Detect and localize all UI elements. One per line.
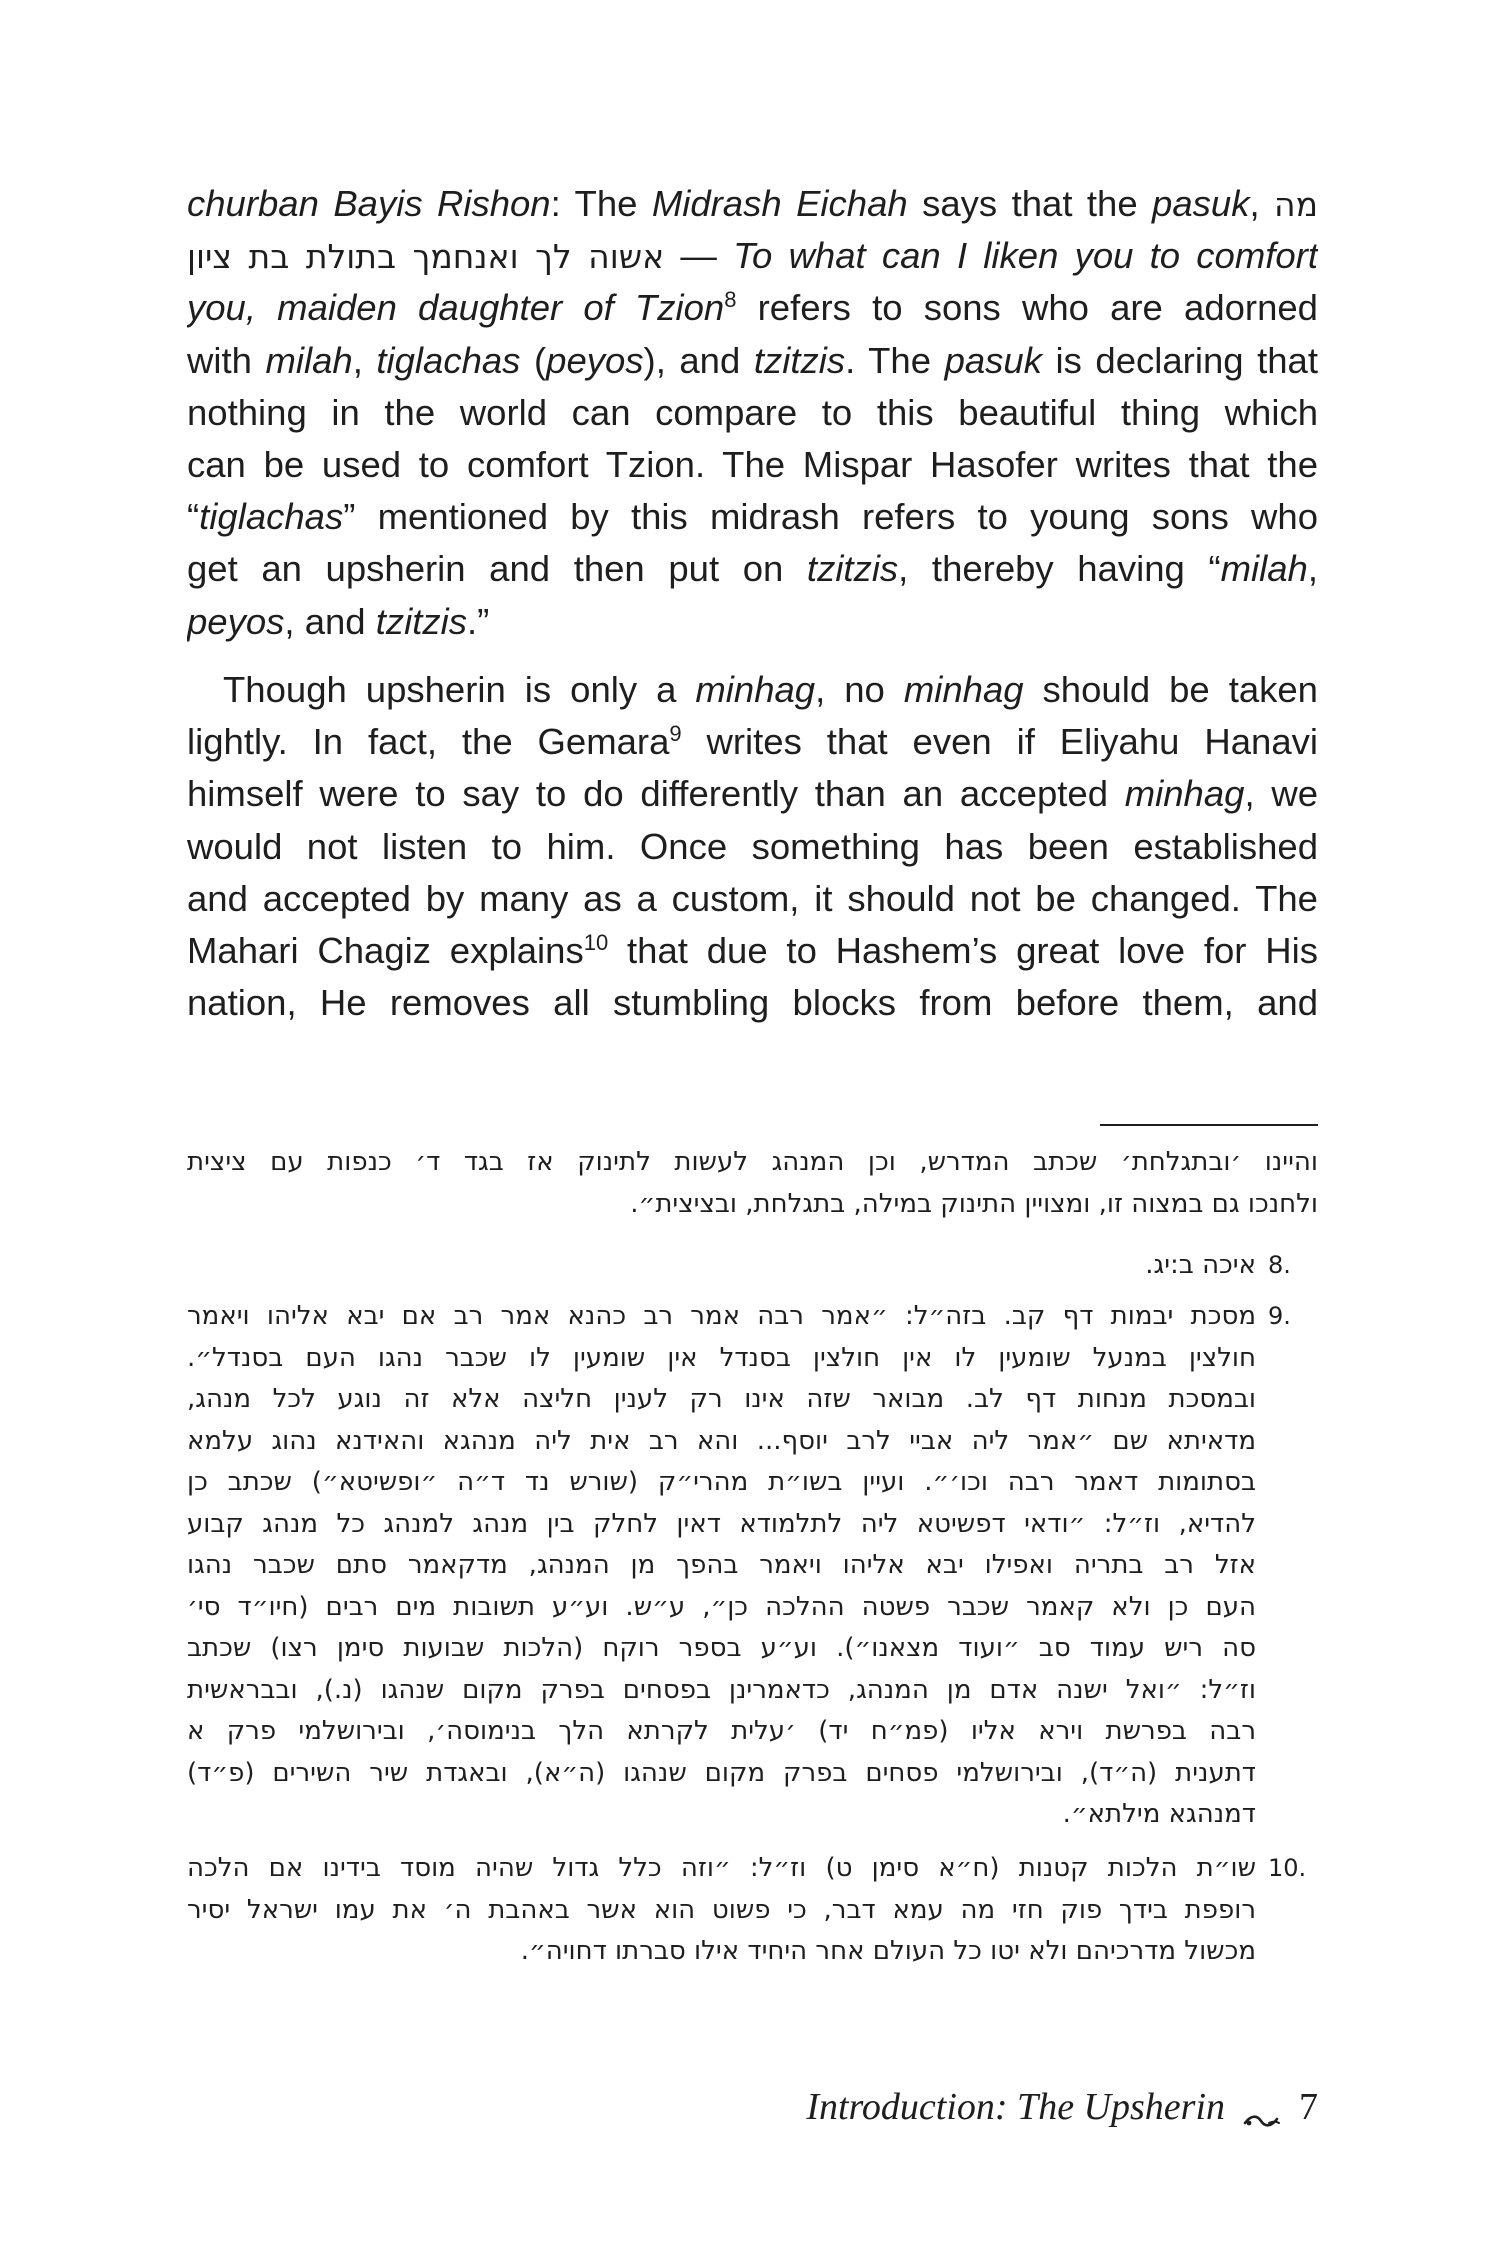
text-run: .” — [466, 600, 490, 642]
footnote-line: דמנהגא מילתא״. — [1062, 1799, 1256, 1829]
text-run: is declaring that — [1041, 339, 1318, 381]
text-run: , no — [815, 669, 904, 710]
text-run: get an upsherin and then put on — [187, 548, 807, 590]
running-title: Introduction: The Upsherin — [806, 2086, 1225, 2128]
text-line — [187, 543, 1318, 595]
italic-term: tzitzis — [375, 600, 467, 642]
text-run: Mahari Chagiz explains — [187, 929, 584, 971]
text-run: writes that even if Eliyahu Hanavi — [681, 721, 1318, 763]
hebrew-quote: מה — [1274, 185, 1318, 224]
footnote-number: 9. — [1268, 1302, 1291, 1330]
footnote-line: והיינו ׳ובתגלחת׳ שכתב המדרש, וכן המנהג לעשות לתינוק אז בגד ד׳ כנפות עם ציצית — [187, 1147, 1318, 1177]
page-footer — [806, 2082, 1318, 2132]
italic-term: peyos — [546, 339, 644, 381]
footnote-line: בסתומות דאמר רבה וכו׳״. ועיין בשו״ת מהרי״ק (שורש נד ד״ה ״ופשיטא״) שכתב כן — [187, 1467, 1256, 1497]
footnote-line: שו״ת הלכות קטנות (ח״א סימן ט) וז״ל: ״וזה כלל גדול שהיה מוסד בידינו אם הלכה — [187, 1853, 1256, 1883]
footnote-line: דתענית (ה״ד), ובירושלמי פסחים בפרק מקום שנהגו (ה״א), ובאגדת שיר השירים (פ״ד) — [187, 1757, 1256, 1788]
text-run: , thereby having “ — [898, 548, 1221, 590]
footnote-9 — [187, 1296, 1318, 1836]
text-run: Though upsherin is only a — [223, 669, 696, 710]
text-line — [187, 716, 1318, 768]
footnote-line: מסכת יבמות דף קב. בזה״ל: ״אמר רבה אמר רב כהנא אמר רב אם יבא אליהו ויאמר — [187, 1301, 1256, 1331]
footnote-line: חולצין במנעל שומעין לו אין חולצין בסנדל אין שומעין לו שכבר נהגו העם בסנדל״. — [187, 1342, 1256, 1373]
text-run: : The — [550, 183, 652, 224]
footnote-divider — [1100, 1124, 1318, 1126]
text-line — [187, 977, 1318, 1029]
footnote-line: רופפת בידך פוק חזי מה עמא דבר, כי פשוט הוא אשר באהבת ה׳ את עמו ישראל יסיר — [187, 1894, 1256, 1925]
text-line — [187, 925, 1318, 977]
footnote-line: להדיא, וז״ל: ״ודאי דפשיטא ליה לתלמודא דאין לחלק בין מנהג למנהג כל מנהג קבוע — [187, 1508, 1256, 1539]
footnote-line: אזל רב בתריה ואפילו יבא אליהו ויאמר בהפך מן המנהג, מדקאמר סתם שכבר נהגו — [187, 1550, 1256, 1580]
italic-translation: you, maiden daughter of Tzion — [187, 287, 725, 329]
text-run: — — [664, 235, 734, 277]
footnote-10 — [187, 1848, 1318, 1973]
footnote-line: איכה ב:יג. — [1145, 1250, 1256, 1280]
text-line — [187, 230, 1318, 282]
text-line — [187, 873, 1318, 925]
text-run: says that the — [907, 183, 1153, 224]
text-line — [187, 439, 1318, 491]
italic-term: tiglachas — [376, 339, 521, 381]
page-number: 7 — [1299, 2086, 1318, 2128]
footnote-line: סה ריש עמוד סב ״ועוד מצאנו״). וע״ע בספר רוקח (הלכות שבועות סימן רצו) שכתב — [187, 1633, 1256, 1663]
text-run: nation, He removes all stumbling blocks from before them, and — [187, 982, 1318, 1024]
hebrew-quote: אשוה לך ואנחמך בתולת בת ציון — [187, 237, 665, 277]
text-run: ” mentioned by this midrash refers to young sons who — [343, 496, 1318, 538]
text-run: himself were to say to do differently than an accepted — [187, 773, 1125, 815]
footnote-8 — [187, 1245, 1318, 1287]
text-run: , — [1249, 183, 1275, 224]
text-run: with — [187, 339, 266, 381]
footnote-number: 10. — [1268, 1854, 1307, 1882]
text-line — [187, 335, 1318, 387]
text-line — [187, 387, 1318, 439]
text-run: , we — [1244, 773, 1318, 815]
text-run: nothing in the world can compare to this beautiful thing which — [187, 391, 1318, 433]
text-run: ( — [520, 339, 547, 381]
text-run: and accepted by many as a custom, it should not be changed. The — [187, 877, 1318, 919]
fleuron-icon — [1243, 2097, 1281, 2117]
text-line — [187, 768, 1318, 820]
text-run: can be used to comfort Tzion. The Mispar Hasofer writes that the — [187, 443, 1318, 485]
italic-term: pasuk — [944, 339, 1042, 381]
footnote-number: 8. — [1268, 1251, 1291, 1279]
text-run: , and — [284, 600, 376, 642]
footnote-ref-8[interactable]: 8 — [724, 287, 737, 313]
body-paragraph-1 — [187, 178, 1318, 648]
footnote-continuation — [187, 1142, 1318, 1225]
italic-term: peyos — [187, 600, 285, 642]
text-run: should be taken — [1023, 669, 1318, 710]
italic-term: minhag — [695, 669, 816, 710]
text-line — [187, 664, 1318, 716]
text-line — [187, 491, 1318, 543]
italic-term: tiglachas — [199, 496, 344, 538]
footnote-line: העם כן ולא קאמר שכבר פשטה ההלכה כן״, ע״ש. וע״ע תשובות מים רבים (חיו״ד סי׳ — [187, 1591, 1256, 1622]
footnote-line: וז״ל: ״ואל ישנה אדם מן המנהג, כדאמרינן בפסחים בפרק מקום שנהגו (נ.), ובבראשית — [187, 1674, 1256, 1705]
text-run: “ — [187, 496, 200, 538]
text-line — [187, 282, 1318, 334]
italic-term: milah — [265, 339, 353, 381]
body-paragraph-2 — [187, 664, 1318, 1029]
text-line — [187, 821, 1318, 873]
footnote-line: ובמסכת מנחות דף לב. מבואר שזה אינו רק לענין חליצה אלא זה נוגע לכל מנהג, — [187, 1384, 1256, 1414]
text-run: , — [352, 339, 377, 381]
text-run: lightly. In fact, the Gemara — [187, 721, 670, 763]
italic-term: churban Bayis Rishon — [187, 183, 551, 224]
footnote-line: ולחנכו גם במצוה זו, ומצויין התינוק במילה, בתגלחת, ובציצית״. — [630, 1188, 1318, 1219]
text-run: ), and — [643, 339, 754, 381]
footnote-ref-9[interactable]: 9 — [669, 721, 682, 747]
text-line — [187, 596, 1318, 648]
footnote-line: מדאיתא שם ״אמר ליה אביי לרב יוסף... והא רב אית ליה מנהגא והאידנא נהוג עלמא — [187, 1425, 1256, 1456]
text-run: . The — [845, 339, 945, 381]
italic-term: milah — [1220, 548, 1308, 590]
text-run: , — [1307, 548, 1318, 590]
footnote-line: רבה בפרשת וירא אליו (פמ״ח יד) ׳עלית לקרתא הלך בנימוסה׳, ובירושלמי פרק א — [187, 1716, 1256, 1746]
footnote-ref-10[interactable]: 10 — [583, 929, 609, 955]
text-run: that due to Hashem’s great love for His — [608, 929, 1318, 971]
italic-term: tzitzis — [806, 548, 899, 590]
italic-term: Midrash Eichah — [651, 183, 908, 224]
text-run: refers to sons who are adorned — [736, 287, 1318, 329]
italic-translation: To what can I liken you to comfort — [733, 235, 1318, 277]
text-run: would not listen to him. Once something has been established — [187, 825, 1318, 867]
text-line — [187, 178, 1318, 230]
footnote-line: מכשול מדרכיהם ולא יטו כל העולם אחר היחיד אילו סברתו דחויה״. — [520, 1936, 1256, 1966]
italic-term: pasuk — [1152, 183, 1250, 224]
italic-term: minhag — [1124, 773, 1245, 815]
italic-term: tzitzis — [753, 339, 846, 381]
italic-term: minhag — [903, 669, 1024, 710]
